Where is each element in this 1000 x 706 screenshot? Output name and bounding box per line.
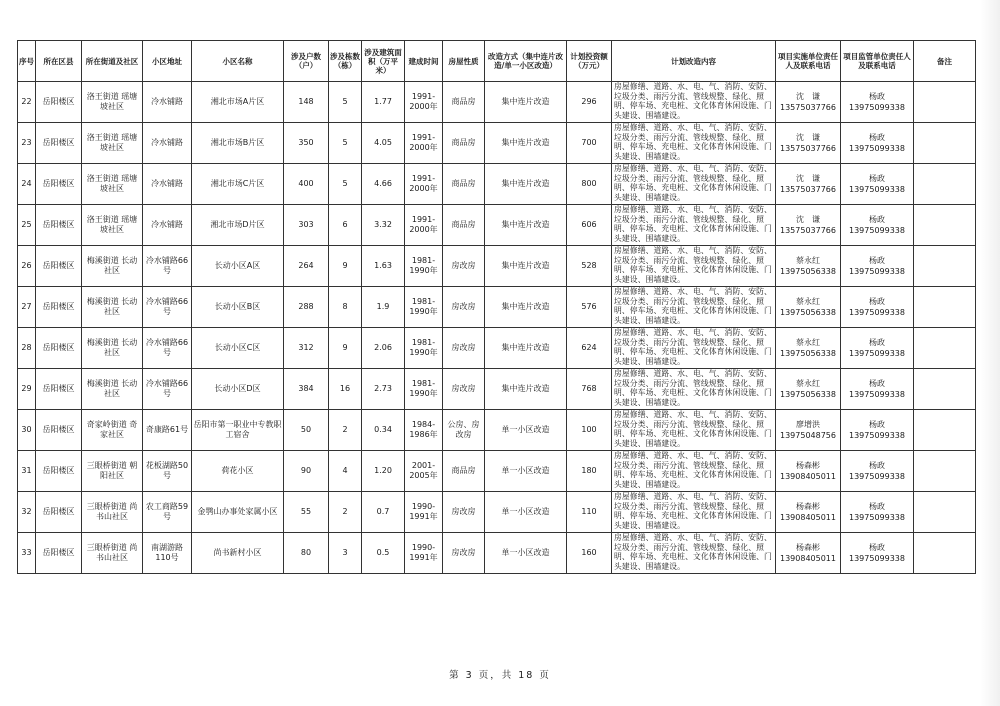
households-cell: 384 [284,369,329,410]
address-cell: 冷水铺路 [143,123,192,164]
built-year-cell: 1991-2000年 [405,82,443,123]
buildings-cell: 3 [329,533,362,574]
remark-cell [914,164,976,205]
supervisor-name: 杨政 [869,256,885,265]
renovation-method-cell: 集中连片改造 [485,246,567,287]
area-cell: 0.5 [362,533,405,574]
table-row [18,164,976,205]
property-nature-cell: 房改房 [443,328,485,369]
implementer-phone: 13975056338 [780,308,836,317]
row-number: 25 [18,205,36,246]
implementer-name: 廖增洪 [796,420,820,429]
supervisor-name: 杨政 [869,133,885,142]
county-cell: 岳阳楼区 [36,82,82,123]
community-name-cell: 湘北市场C片区 [192,164,284,205]
supervisor-contact-cell [841,82,914,123]
remark-cell [914,205,976,246]
county-cell: 岳阳楼区 [36,246,82,287]
content-text: 房屋修缮、道路、水、电、气、消防、安防、垃圾分类、雨污分流、管线规整、绿化、照明、停车场、充电桩、文化体育休闲设施、门头建设、围墙建设。 [614,492,772,530]
implementer-phone: 13975056338 [780,390,836,399]
supervisor-name: 杨政 [869,215,885,224]
county-cell: 岳阳楼区 [36,205,82,246]
remark-cell [914,410,976,451]
built-year-cell: 1991-2000年 [405,123,443,164]
built-year-cell: 2001-2005年 [405,451,443,492]
investment-cell: 528 [567,246,612,287]
renovation-method-cell: 集中连片改造 [485,287,567,328]
address-cell: 冷水铺路 [143,82,192,123]
content-cell [612,205,776,246]
header-cell: 计划投资额（万元） [567,41,612,82]
buildings-cell: 9 [329,246,362,287]
supervisor-contact-cell [841,410,914,451]
property-nature-cell: 公房、房改房 [443,410,485,451]
renovation-method-cell: 集中连片改造 [485,82,567,123]
renovation-method-cell: 集中连片改造 [485,328,567,369]
implementer-phone: 13575037766 [780,103,836,112]
area-cell: 1.77 [362,82,405,123]
area-cell: 2.06 [362,328,405,369]
supervisor-name: 杨政 [869,174,885,183]
supervisor-phone: 13975099338 [849,349,905,358]
street-cell: 洛王街道 瑶塘坡社区 [82,123,143,164]
header-cell: 计划改造内容 [612,41,776,82]
implementer-name: 沈 谦 [796,133,820,142]
implementer-name: 蔡永红 [796,297,820,306]
supervisor-name: 杨政 [869,379,885,388]
buildings-cell: 16 [329,369,362,410]
buildings-cell: 5 [329,82,362,123]
built-year-cell: 1984-1986年 [405,410,443,451]
street-cell: 梅溪街道 长动社区 [82,246,143,287]
built-year-cell: 1981-1990年 [405,328,443,369]
buildings-cell: 2 [329,410,362,451]
remark-cell [914,123,976,164]
header-cell: 所在区县 [36,41,82,82]
buildings-cell: 2 [329,492,362,533]
address-cell: 冷水铺路66号 [143,246,192,287]
street-cell: 洛王街道 瑶塘坡社区 [82,164,143,205]
property-nature-cell: 商品房 [443,82,485,123]
implementer-contact-cell [776,533,841,574]
address-cell: 冷水铺路 [143,205,192,246]
address-cell: 花板湖路50号 [143,451,192,492]
content-text: 房屋修缮、道路、水、电、气、消防、安防、垃圾分类、雨污分流、管线规整、绿化、照明、停车场、充电桩、文化体育休闲设施、门头建设、围墙建设。 [614,123,772,161]
supervisor-name: 杨政 [869,338,885,347]
remark-cell [914,287,976,328]
implementer-phone: 13908405011 [780,513,836,522]
renovation-method-cell: 单一小区改造 [485,451,567,492]
county-cell: 岳阳楼区 [36,410,82,451]
street-cell: 梅溪街道 长动社区 [82,287,143,328]
renovation-method-cell: 集中连片改造 [485,369,567,410]
community-name-cell: 湘北市场D片区 [192,205,284,246]
row-number: 32 [18,492,36,533]
implementer-contact-cell [776,287,841,328]
property-nature-cell: 商品房 [443,123,485,164]
header-cell: 项目监管单位责任人及联系电话 [841,41,914,82]
implementer-phone: 13575037766 [780,144,836,153]
built-year-cell: 1991-2000年 [405,205,443,246]
community-name-cell: 长动小区C区 [192,328,284,369]
table-row [18,533,976,574]
county-cell: 岳阳楼区 [36,492,82,533]
area-cell: 2.73 [362,369,405,410]
buildings-cell: 4 [329,451,362,492]
households-cell: 148 [284,82,329,123]
row-number: 27 [18,287,36,328]
content-cell [612,328,776,369]
community-name-cell: 湘北市场B片区 [192,123,284,164]
households-cell: 288 [284,287,329,328]
address-cell: 冷水铺路 [143,164,192,205]
supervisor-contact-cell [841,205,914,246]
header-cell: 房屋性质 [443,41,485,82]
buildings-cell: 6 [329,205,362,246]
implementer-contact-cell [776,82,841,123]
header-cell: 序号 [18,41,36,82]
buildings-cell: 5 [329,164,362,205]
implementer-name: 蔡永红 [796,338,820,347]
area-cell: 4.66 [362,164,405,205]
supervisor-phone: 13975099338 [849,144,905,153]
investment-cell: 160 [567,533,612,574]
area-cell: 0.34 [362,410,405,451]
table-row [18,123,976,164]
header-cell: 小区名称 [192,41,284,82]
households-cell: 264 [284,246,329,287]
supervisor-contact-cell [841,451,914,492]
implementer-contact-cell [776,205,841,246]
area-cell: 4.05 [362,123,405,164]
supervisor-phone: 13975099338 [849,554,905,563]
supervisor-name: 杨政 [869,92,885,101]
implementer-name: 杨森彬 [796,461,820,470]
built-year-cell: 1981-1990年 [405,246,443,287]
investment-cell: 606 [567,205,612,246]
implementer-name: 杨森彬 [796,543,820,552]
content-cell [612,164,776,205]
county-cell: 岳阳楼区 [36,533,82,574]
implementer-phone: 13975056338 [780,349,836,358]
county-cell: 岳阳楼区 [36,123,82,164]
households-cell: 50 [284,410,329,451]
community-name-cell: 长动小区A区 [192,246,284,287]
supervisor-phone: 13975099338 [849,226,905,235]
implementer-phone: 13975056338 [780,267,836,276]
supervisor-contact-cell [841,287,914,328]
built-year-cell: 1981-1990年 [405,369,443,410]
community-name-cell: 金鹗山办事处家属小区 [192,492,284,533]
supervisor-phone: 13975099338 [849,472,905,481]
address-cell: 冷水铺路66号 [143,328,192,369]
content-text: 房屋修缮、道路、水、电、气、消防、安防、垃圾分类、雨污分流、管线规整、绿化、照明、停车场、充电桩、文化体育休闲设施、门头建设、围墙建设。 [614,328,772,366]
header-cell: 涉及建筑面积（万平米） [362,41,405,82]
row-number: 26 [18,246,36,287]
remark-cell [914,246,976,287]
supervisor-name: 杨政 [869,420,885,429]
scan-shadow [980,0,1000,706]
row-number: 22 [18,82,36,123]
street-cell: 梅溪街道 长动社区 [82,328,143,369]
row-number: 24 [18,164,36,205]
supervisor-phone: 13975099338 [849,308,905,317]
households-cell: 303 [284,205,329,246]
implementer-contact-cell [776,123,841,164]
implementer-name: 杨森彬 [796,502,820,511]
supervisor-phone: 13975099338 [849,103,905,112]
investment-cell: 180 [567,451,612,492]
row-number: 23 [18,123,36,164]
implementer-phone: 13575037766 [780,185,836,194]
property-nature-cell: 商品房 [443,164,485,205]
header-cell: 涉及栋数（栋） [329,41,362,82]
households-cell: 312 [284,328,329,369]
implementer-contact-cell [776,164,841,205]
street-cell: 三眼桥街道 尚书山社区 [82,492,143,533]
content-text: 房屋修缮、道路、水、电、气、消防、安防、垃圾分类、雨污分流、管线规整、绿化、照明、停车场、充电桩、文化体育休闲设施、门头建设、围墙建设。 [614,287,772,325]
content-text: 房屋修缮、道路、水、电、气、消防、安防、垃圾分类、雨污分流、管线规整、绿化、照明、停车场、充电桩、文化体育休闲设施、门头建设、围墙建设。 [614,164,772,202]
row-number: 30 [18,410,36,451]
address-cell: 奇康路61号 [143,410,192,451]
content-text: 房屋修缮、道路、水、电、气、消防、安防、垃圾分类、雨污分流、管线规整、绿化、照明、停车场、充电桩、文化体育休闲设施、门头建设、围墙建设。 [614,410,772,448]
community-name-cell: 岳阳市第一职业中专教职工宿舍 [192,410,284,451]
implementer-contact-cell [776,492,841,533]
area-cell: 1.63 [362,246,405,287]
investment-cell: 576 [567,287,612,328]
community-name-cell: 荷花小区 [192,451,284,492]
investment-cell: 100 [567,410,612,451]
supervisor-phone: 13975099338 [849,185,905,194]
supervisor-phone: 13975099338 [849,390,905,399]
implementer-phone: 13908405011 [780,554,836,563]
street-cell: 洛王街道 瑶塘坡社区 [82,82,143,123]
content-cell [612,246,776,287]
content-cell [612,410,776,451]
built-year-cell: 1991-2000年 [405,164,443,205]
implementer-contact-cell [776,369,841,410]
header-row [18,41,976,82]
renovation-method-cell: 集中连片改造 [485,205,567,246]
households-cell: 90 [284,451,329,492]
header-cell: 改造方式（集中连片改造/单一小区改造） [485,41,567,82]
supervisor-contact-cell [841,369,914,410]
row-number: 31 [18,451,36,492]
buildings-cell: 9 [329,328,362,369]
property-nature-cell: 商品房 [443,451,485,492]
table-row [18,205,976,246]
content-text: 房屋修缮、道路、水、电、气、消防、安防、垃圾分类、雨污分流、管线规整、绿化、照明、停车场、充电桩、文化体育休闲设施、门头建设、围墙建设。 [614,205,772,243]
content-text: 房屋修缮、道路、水、电、气、消防、安防、垃圾分类、雨污分流、管线规整、绿化、照明、停车场、充电桩、文化体育休闲设施、门头建设、围墙建设。 [614,451,772,489]
content-cell [612,123,776,164]
buildings-cell: 8 [329,287,362,328]
street-cell: 梅溪街道 长动社区 [82,369,143,410]
buildings-cell: 5 [329,123,362,164]
remark-cell [914,492,976,533]
built-year-cell: 1981-1990年 [405,287,443,328]
remark-cell [914,369,976,410]
community-name-cell: 尚书新村小区 [192,533,284,574]
header-cell: 备注 [914,41,976,82]
content-cell [612,492,776,533]
area-cell: 3.32 [362,205,405,246]
property-nature-cell: 房改房 [443,533,485,574]
address-cell: 冷水铺路66号 [143,287,192,328]
area-cell: 1.9 [362,287,405,328]
supervisor-name: 杨政 [869,502,885,511]
supervisor-phone: 13975099338 [849,431,905,440]
content-cell [612,287,776,328]
built-year-cell: 1990-1991年 [405,533,443,574]
header-cell: 涉及户数（户） [284,41,329,82]
implementer-contact-cell [776,246,841,287]
supervisor-name: 杨政 [869,297,885,306]
area-cell: 0.7 [362,492,405,533]
county-cell: 岳阳楼区 [36,287,82,328]
county-cell: 岳阳楼区 [36,328,82,369]
content-cell [612,533,776,574]
header-cell: 小区地址 [143,41,192,82]
area-cell: 1.20 [362,451,405,492]
table-row [18,246,976,287]
county-cell: 岳阳楼区 [36,451,82,492]
content-text: 房屋修缮、道路、水、电、气、消防、安防、垃圾分类、雨污分流、管线规整、绿化、照明、停车场、充电桩、文化体育休闲设施、门头建设、围墙建设。 [614,246,772,284]
implementer-contact-cell [776,410,841,451]
street-cell: 奇家岭街道 奇家社区 [82,410,143,451]
implementer-name: 沈 谦 [796,174,820,183]
implementer-name: 蔡永红 [796,379,820,388]
address-cell: 南湖游路110号 [143,533,192,574]
county-cell: 岳阳楼区 [36,164,82,205]
implementer-name: 沈 谦 [796,215,820,224]
renovation-method-cell: 单一小区改造 [485,410,567,451]
investment-cell: 296 [567,82,612,123]
content-cell [612,369,776,410]
table-row [18,328,976,369]
implementer-phone: 13575037766 [780,226,836,235]
address-cell: 农工商路59号 [143,492,192,533]
community-name-cell: 长动小区B区 [192,287,284,328]
content-cell [612,451,776,492]
households-cell: 350 [284,123,329,164]
implementer-contact-cell [776,328,841,369]
households-cell: 400 [284,164,329,205]
renovation-method-cell: 集中连片改造 [485,164,567,205]
table-row [18,492,976,533]
supervisor-name: 杨政 [869,543,885,552]
implementer-contact-cell [776,451,841,492]
community-name-cell: 湘北市场A片区 [192,82,284,123]
investment-cell: 800 [567,164,612,205]
street-cell: 洛王街道 瑶塘坡社区 [82,205,143,246]
supervisor-phone: 13975099338 [849,267,905,276]
households-cell: 55 [284,492,329,533]
county-cell: 岳阳楼区 [36,369,82,410]
remark-cell [914,533,976,574]
implementer-phone: 13975048756 [780,431,836,440]
renovation-plan-table [17,40,976,574]
implementer-name: 蔡永红 [796,256,820,265]
row-number: 28 [18,328,36,369]
remark-cell [914,328,976,369]
supervisor-contact-cell [841,492,914,533]
households-cell: 80 [284,533,329,574]
investment-cell: 624 [567,328,612,369]
header-cell: 项目实施单位责任人及联系电话 [776,41,841,82]
supervisor-contact-cell [841,328,914,369]
renovation-method-cell: 单一小区改造 [485,492,567,533]
street-cell: 三眼桥街道 尚书山社区 [82,533,143,574]
content-text: 房屋修缮、道路、水、电、气、消防、安防、垃圾分类、雨污分流、管线规整、绿化、照明、停车场、充电桩、文化体育休闲设施、门头建设、围墙建设。 [614,533,772,571]
table-row [18,369,976,410]
table-row [18,287,976,328]
street-cell: 三眼桥街道 朝阳社区 [82,451,143,492]
content-cell [612,82,776,123]
implementer-phone: 13908405011 [780,472,836,481]
row-number: 33 [18,533,36,574]
investment-cell: 110 [567,492,612,533]
property-nature-cell: 房改房 [443,246,485,287]
implementer-name: 沈 谦 [796,92,820,101]
table-row [18,410,976,451]
supervisor-name: 杨政 [869,461,885,470]
built-year-cell: 1990-1991年 [405,492,443,533]
address-cell: 冷水铺路66号 [143,369,192,410]
table-row [18,82,976,123]
property-nature-cell: 商品房 [443,205,485,246]
page-footer: 第 3 页，共 18 页 [449,670,551,681]
supervisor-contact-cell [841,164,914,205]
renovation-method-cell: 集中连片改造 [485,123,567,164]
content-text: 房屋修缮、道路、水、电、气、消防、安防、垃圾分类、雨污分流、管线规整、绿化、照明、停车场、充电桩、文化体育休闲设施、门头建设、围墙建设。 [614,82,772,120]
header-cell: 建成时间 [405,41,443,82]
property-nature-cell: 房改房 [443,492,485,533]
supervisor-contact-cell [841,533,914,574]
investment-cell: 768 [567,369,612,410]
remark-cell [914,82,976,123]
community-name-cell: 长动小区D区 [192,369,284,410]
row-number: 29 [18,369,36,410]
table-body [18,82,976,574]
investment-cell: 700 [567,123,612,164]
content-text: 房屋修缮、道路、水、电、气、消防、安防、垃圾分类、雨污分流、管线规整、绿化、照明、停车场、充电桩、文化体育休闲设施、门头建设、围墙建设。 [614,369,772,407]
supervisor-phone: 13975099338 [849,513,905,522]
renovation-method-cell: 单一小区改造 [485,533,567,574]
table-row [18,451,976,492]
header-cell: 所在街道及社区 [82,41,143,82]
supervisor-contact-cell [841,246,914,287]
supervisor-contact-cell [841,123,914,164]
property-nature-cell: 房改房 [443,369,485,410]
remark-cell [914,451,976,492]
property-nature-cell: 房改房 [443,287,485,328]
